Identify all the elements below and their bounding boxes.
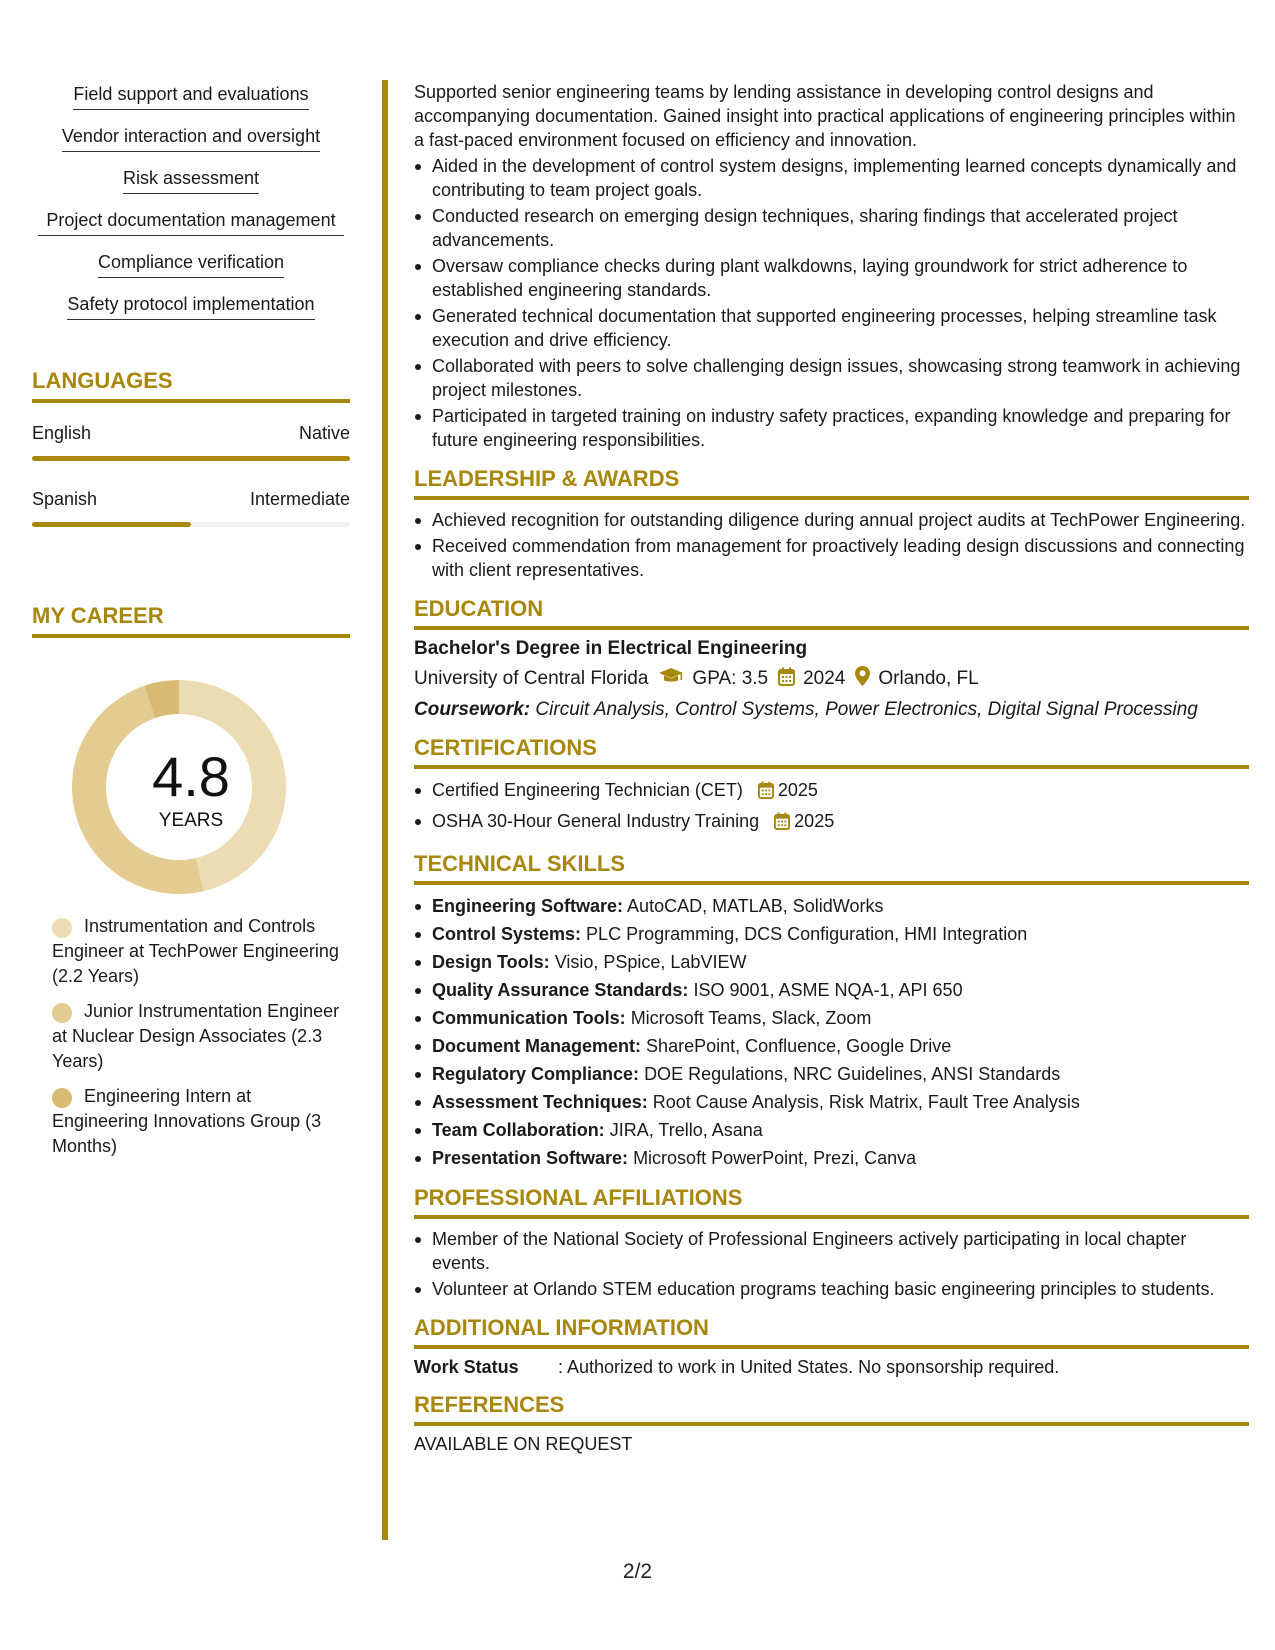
calendar-icon bbox=[758, 780, 774, 806]
language-spanish bbox=[32, 489, 350, 527]
coursework bbox=[414, 699, 1249, 721]
school-name: University of Central Florida bbox=[414, 668, 649, 689]
legend-dot bbox=[52, 1088, 72, 1108]
additional-info-heading: ADDITIONAL INFORMATION bbox=[414, 1315, 1249, 1349]
career-donut bbox=[32, 668, 350, 908]
language-level: Intermediate bbox=[249, 489, 350, 509]
calendar-icon bbox=[778, 667, 795, 692]
graduation-cap-icon bbox=[658, 667, 684, 691]
certification-year: 2025 bbox=[777, 780, 818, 800]
technical-skill-item: Presentation Software: Microsoft PowerPoint, Prezi, Canva bbox=[414, 1145, 1249, 1171]
certification-year: 2025 bbox=[794, 811, 835, 831]
affiliations-list bbox=[414, 1227, 1249, 1301]
technical-skill-item: Communication Tools: Microsoft Teams, Slack, Zoom bbox=[414, 1005, 1249, 1031]
experience-bullets bbox=[414, 154, 1249, 452]
experience-bullet: Participated in targeted training on industry safety practices, expanding knowledge and preparing for future engineering responsibilities. bbox=[414, 404, 1249, 452]
technical-skills-heading: TECHNICAL SKILLS bbox=[414, 851, 1249, 885]
experience-section bbox=[414, 80, 1249, 452]
skill-item: Vendor interaction and oversight bbox=[32, 124, 350, 152]
education-heading: EDUCATION bbox=[414, 596, 1249, 630]
references-text: AVAILABLE ON REQUEST bbox=[414, 1434, 633, 1454]
education-entry bbox=[414, 638, 1249, 721]
experience-bullet: Oversaw compliance checks during plant walkdowns, laying groundwork for strict adherence to established engineering standards. bbox=[414, 254, 1249, 302]
career-legend bbox=[32, 914, 350, 1159]
gpa: GPA: 3.5 bbox=[692, 668, 769, 689]
work-status-label: Work Status bbox=[414, 1357, 519, 1377]
language-bar-fill bbox=[32, 522, 191, 527]
language-bar bbox=[32, 456, 350, 461]
skill-item: Risk assessment bbox=[32, 166, 350, 194]
degree-title: Bachelor's Degree in Electrical Engineering bbox=[414, 638, 808, 659]
career-heading: MY CAREER bbox=[32, 603, 350, 638]
technical-skill-item: Quality Assurance Standards: ISO 9001, ASME NQA-1, API 650 bbox=[414, 977, 1249, 1003]
affiliation-item: Volunteer at Orlando STEM education programs teaching basic engineering principles to students. bbox=[414, 1277, 1249, 1301]
left-column bbox=[32, 82, 350, 1169]
language-level: Native bbox=[298, 423, 350, 443]
legend-dot bbox=[52, 918, 72, 938]
coursework-label: Coursework: bbox=[414, 699, 531, 720]
language-bar bbox=[32, 522, 350, 527]
leadership-item: Received commendation from management for proactively leading design discussions and connecting with client representatives. bbox=[414, 534, 1249, 582]
work-status bbox=[414, 1357, 1249, 1378]
leadership-heading: LEADERSHIP & AWARDS bbox=[414, 466, 1249, 500]
career-total-years: 4.8 bbox=[152, 745, 230, 808]
certification-name: OSHA 30-Hour General Industry Training bbox=[432, 811, 760, 831]
certification-item bbox=[414, 808, 1249, 837]
location-pin-icon bbox=[855, 666, 870, 692]
language-name: Spanish bbox=[32, 489, 98, 509]
experience-bullet: Aided in the development of control system designs, implementing learned concepts dynamically and contributing to team project goals. bbox=[414, 154, 1249, 202]
leadership-item: Achieved recognition for outstanding diligence during annual project audits at TechPower Engineering. bbox=[414, 508, 1249, 532]
skill-item: Project documentation management bbox=[32, 208, 350, 236]
certification-item bbox=[414, 777, 1249, 806]
coursework-list: Circuit Analysis, Control Systems, Power Electronics, Digital Signal Processing bbox=[535, 699, 1198, 720]
experience-bullet: Conducted research on emerging design techniques, sharing findings that accelerated project advancements. bbox=[414, 204, 1249, 252]
career-item: Junior Instrumentation Engineer at Nuclear Design Associates (2.3 Years) bbox=[52, 1001, 340, 1071]
column-divider bbox=[382, 80, 388, 1540]
certifications-list bbox=[414, 777, 1249, 837]
language-english bbox=[32, 423, 350, 461]
career-item: Instrumentation and Controls Engineer at TechPower Engineering (2.2 Years) bbox=[52, 916, 339, 986]
technical-skill-item: Document Management: SharePoint, Confluence, Google Drive bbox=[414, 1033, 1249, 1059]
graduation-year: 2024 bbox=[803, 668, 846, 689]
technical-skills-list bbox=[414, 893, 1249, 1171]
technical-skill-item: Design Tools: Visio, PSpice, LabVIEW bbox=[414, 949, 1249, 975]
language-bar-fill bbox=[32, 456, 350, 461]
career-item: Engineering Intern at Engineering Innovations Group (3 Months) bbox=[52, 1086, 322, 1156]
affiliations-heading: PROFESSIONAL AFFILIATIONS bbox=[414, 1185, 1249, 1219]
certification-name: Certified Engineering Technician (CET) bbox=[432, 780, 743, 800]
language-name: English bbox=[32, 423, 92, 443]
languages-heading: LANGUAGES bbox=[32, 368, 350, 403]
school-location: Orlando, FL bbox=[878, 668, 979, 689]
leadership-list bbox=[414, 508, 1249, 582]
calendar-icon bbox=[774, 811, 790, 837]
technical-skill-item: Regulatory Compliance: DOE Regulations, NRC Guidelines, ANSI Standards bbox=[414, 1061, 1249, 1087]
work-status-value: : Authorized to work in United States. No sponsorship required. bbox=[558, 1357, 1060, 1377]
experience-bullet: Collaborated with peers to solve challenging design issues, showcasing strong teamwork in achieving project milestones. bbox=[414, 354, 1249, 402]
skill-item: Safety protocol implementation bbox=[32, 292, 350, 320]
technical-skill-item: Team Collaboration: JIRA, Trello, Asana bbox=[414, 1117, 1249, 1143]
technical-skill-item: Control Systems: PLC Programming, DCS Configuration, HMI Integration bbox=[414, 921, 1249, 947]
references-heading: REFERENCES bbox=[414, 1392, 1249, 1426]
legend-dot bbox=[52, 1003, 72, 1023]
experience-bullet: Generated technical documentation that supported engineering processes, helping streamline task execution and drive efficiency. bbox=[414, 304, 1249, 352]
skill-item: Compliance verification bbox=[32, 250, 350, 278]
skill-item: Field support and evaluations bbox=[32, 82, 350, 110]
affiliation-item: Member of the National Society of Professional Engineers actively participating in local chapter events. bbox=[414, 1227, 1249, 1275]
page-number: 2/2 bbox=[622, 1560, 653, 1583]
right-column bbox=[414, 80, 1249, 1455]
education-details bbox=[414, 666, 1249, 692]
technical-skill-item: Assessment Techniques: Root Cause Analysis, Risk Matrix, Fault Tree Analysis bbox=[414, 1089, 1249, 1115]
career-unit: YEARS bbox=[158, 810, 224, 831]
experience-summary: Supported senior engineering teams by lending assistance in developing control designs and accompanying documentation. Gained insight into practical applications of engineering principles within a fast-paced environment focused on efficiency and innovation. bbox=[414, 82, 1236, 150]
technical-skill-item: Engineering Software: AutoCAD, MATLAB, SolidWorks bbox=[414, 893, 1249, 919]
certifications-heading: CERTIFICATIONS bbox=[414, 735, 1249, 769]
